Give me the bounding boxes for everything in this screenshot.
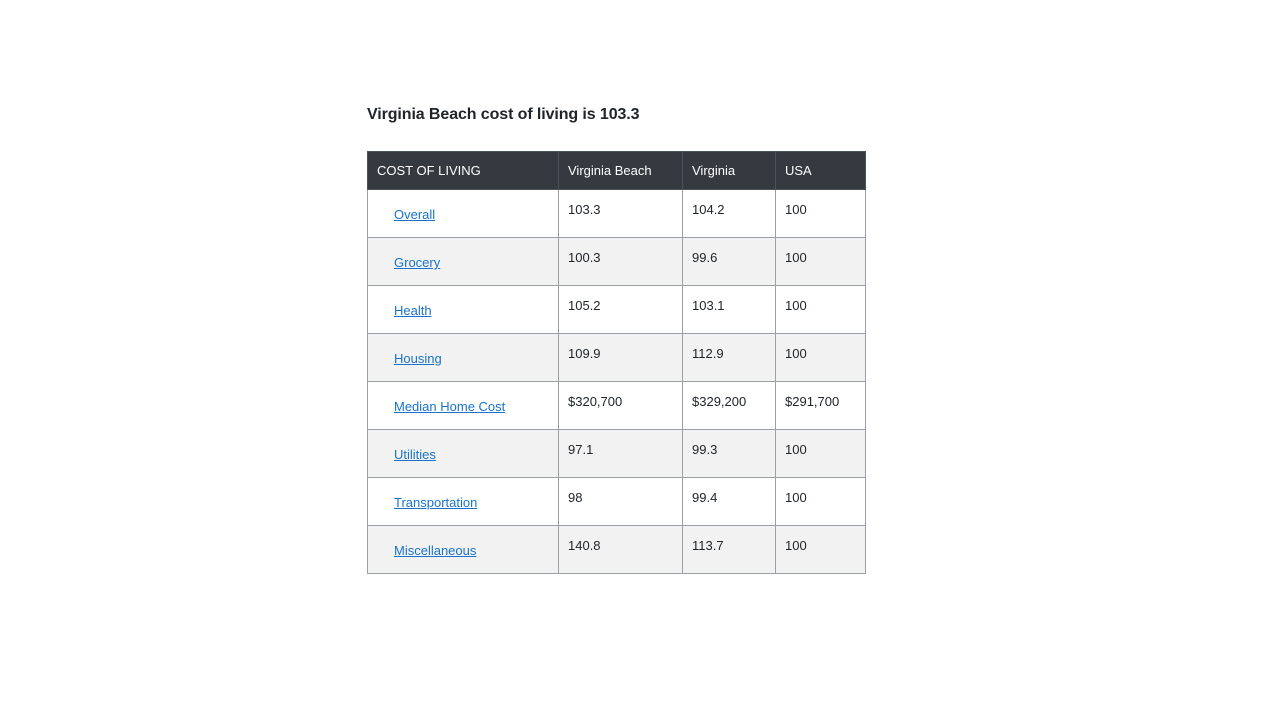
state-value: 99.4	[683, 478, 776, 526]
category-link-median-home-cost[interactable]: Median Home Cost	[394, 399, 506, 414]
usa-value: 100	[776, 430, 866, 478]
category-link-grocery[interactable]: Grocery	[394, 255, 441, 270]
category-cell	[368, 190, 559, 238]
table-row	[368, 190, 866, 238]
category-link-health[interactable]: Health	[394, 303, 432, 318]
usa-value: 100	[776, 286, 866, 334]
state-value: $329,200	[683, 382, 776, 430]
header-virginia-beach: Virginia Beach	[559, 152, 683, 190]
city-value: 109.9	[559, 334, 683, 382]
category-cell	[368, 238, 559, 286]
state-value: 112.9	[683, 334, 776, 382]
city-value: 103.3	[559, 190, 683, 238]
table-row	[368, 430, 866, 478]
state-value: 103.1	[683, 286, 776, 334]
state-value: 99.3	[683, 430, 776, 478]
city-value: 140.8	[559, 526, 683, 574]
table-row	[368, 526, 866, 574]
category-link-utilities[interactable]: Utilities	[394, 447, 436, 462]
usa-value: $291,700	[776, 382, 866, 430]
table-header-row	[368, 152, 866, 190]
category-link-transportation[interactable]: Transportation	[394, 495, 478, 510]
category-cell	[368, 334, 559, 382]
city-value: 100.3	[559, 238, 683, 286]
category-cell	[368, 430, 559, 478]
category-cell	[368, 286, 559, 334]
page-title: Virginia Beach cost of living is 103.3	[367, 106, 640, 123]
cost-of-living-table	[367, 151, 866, 574]
city-value: $320,700	[559, 382, 683, 430]
state-value: 99.6	[683, 238, 776, 286]
category-cell	[368, 478, 559, 526]
table-row	[368, 238, 866, 286]
usa-value: 100	[776, 190, 866, 238]
category-link-overall[interactable]: Overall	[394, 207, 436, 222]
usa-value: 100	[776, 478, 866, 526]
category-link-miscellaneous[interactable]: Miscellaneous	[394, 543, 477, 558]
state-value: 104.2	[683, 190, 776, 238]
city-value: 98	[559, 478, 683, 526]
city-value: 105.2	[559, 286, 683, 334]
table-row	[368, 382, 866, 430]
city-value: 97.1	[559, 430, 683, 478]
state-value: 113.7	[683, 526, 776, 574]
category-cell	[368, 526, 559, 574]
header-cost-of-living: COST OF LIVING	[368, 152, 559, 190]
header-usa: USA	[776, 152, 866, 190]
category-cell	[368, 382, 559, 430]
usa-value: 100	[776, 334, 866, 382]
usa-value: 100	[776, 526, 866, 574]
usa-value: 100	[776, 238, 866, 286]
table-row	[368, 334, 866, 382]
table-row	[368, 286, 866, 334]
category-link-housing[interactable]: Housing	[394, 351, 442, 366]
table-row	[368, 478, 866, 526]
header-virginia: Virginia	[683, 152, 776, 190]
